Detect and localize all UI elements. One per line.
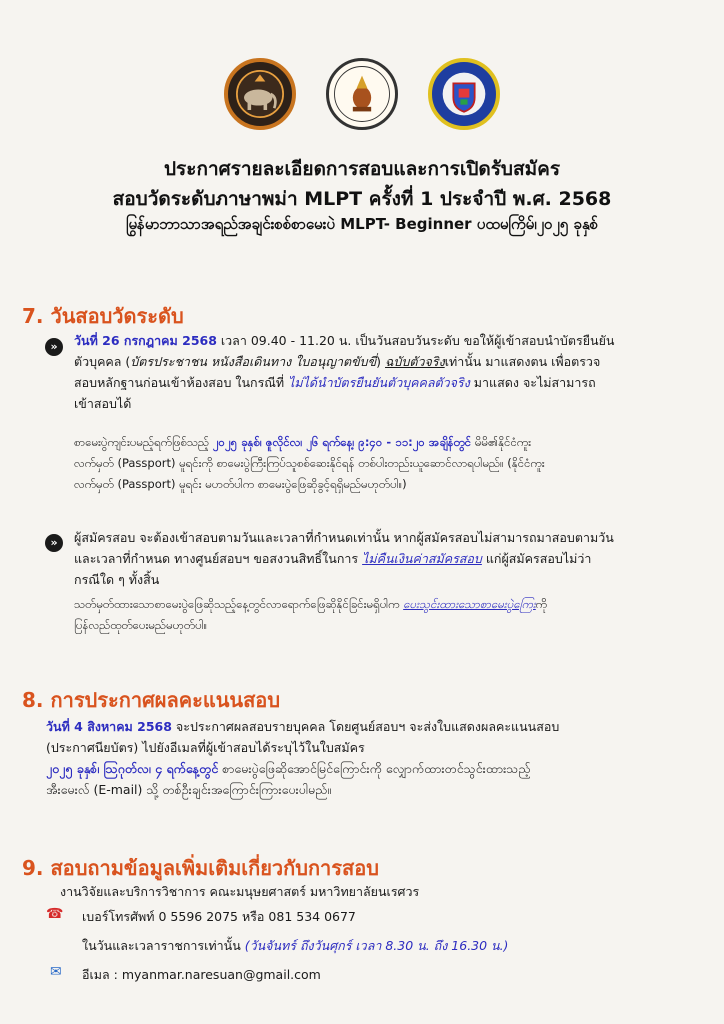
bullet-arrow-icon: » — [45, 338, 63, 356]
text-line: လက်မှတ် (Passport) မူရင်း မပာတ်ပါက စာမေးပွဲဖြေဆိုခွင့်ရရှိမည်မဟုတ်ပါ။) — [74, 477, 407, 491]
result-date-burmese: ၂၀၂၅ ခုနှစ်၊ ဩဂုတ်လ၊ ၄ ရက်နေ့တွင် — [46, 761, 219, 776]
title-line-3-burmese: မြန်မာဘာသာအရည်အချင်းစစ်စာမေးပွဲ MLPT- Beginner ပထမကြိမ်၊၂၀၂၅ ခုနှစ် — [125, 215, 599, 233]
title-line-1: ประกาศรายละเอียดการสอบและการเปิดรับสมัคร — [163, 158, 561, 180]
text-span: จะประกาศผลสอบรายบุคคล โดยศูนย์สอบฯ จะส่งใบแสดงผลคะแนนสอบ — [171, 719, 560, 734]
logo-row — [0, 58, 724, 130]
office-hours — [82, 935, 702, 956]
humanities-faculty-logo — [326, 58, 398, 130]
exam-date-burmese: ၂၀၂၅ ခုနှစ်၊ ဇူလိုင်လ၊ ၂၆ ရက်နေ့၊ ၉:၄၀ - ၁၁:၂၀ အချိန်တွင် — [212, 435, 472, 449]
section-8-heading: 8. การประกาศผลคะแนนสอบ — [22, 688, 281, 712]
text-span: ကို — [535, 597, 548, 611]
elephant-emblem-logo — [224, 58, 296, 130]
id-documents: บัตรประชาชน หนังสือเดินทาง ใบอนุญาตขับขี่ — [130, 354, 377, 369]
title-line-2: สอบวัดระดับภาษาพม่า MLPT ครั้งที่ 1 ประจำปี พ.ศ. 2568 — [112, 188, 612, 210]
original-copy-emphasis: ฉบับตัวจริง — [385, 354, 445, 369]
text-span: စာမေးပွဲကျင်းပမည့်ရက်ဖြစ်သည့် — [74, 435, 213, 449]
text-span: မိမိ၏နိုင်ငံကူး — [471, 435, 532, 449]
text-span: စာမေးပွဲဖြေဆိုအောင်မြင်ကြောင်းကို လျှောက်ထားတင်သွင်းထားသည့် — [218, 761, 531, 776]
result-date: วันที่ 4 สิงหาคม 2568 — [46, 719, 172, 734]
working-hours: (วันจันทร์ ถึงวันศุกร์ เวลา 8.30 น. ถึง 16.30 น.) — [244, 938, 509, 953]
no-refund-notice: ไม่คืนเงินค่าสมัครสอบ — [362, 551, 482, 566]
text-span: ตัวบุคคล ( — [74, 354, 131, 369]
text-span: เวลา 09.40 - 11.20 น. เป็นวันสอบวันระดับ ขอให้ผู้เข้าสอบนำบัตรยืนยัน — [216, 333, 615, 348]
email-address[interactable]: อีเมล : myanmar.naresuan@gmail.com — [82, 967, 321, 982]
telephone-icon: ☎ — [46, 906, 64, 922]
section-7-bullet-2 — [74, 527, 704, 590]
text-span: สอบหลักฐานก่อนเข้าห้องสอบ ในกรณีที่ — [74, 375, 289, 390]
text-line: เข้าสอบได้ — [74, 396, 132, 411]
section-9-heading: 9. สอบถามข้อมูลเพิ่มเติมเกี่ยวกับการสอบ — [22, 856, 379, 880]
blue-shield-logo — [428, 58, 500, 130]
section-7-heading: 7. วันสอบวัดระดับ — [22, 304, 184, 328]
text-line: (ประกาศนียบัตร) ไปยังอีเมลที่ผู้เข้าสอบได้ระบุไว้ในใบสมัคร — [46, 740, 365, 755]
text-line: ပြန်လည်ထုတ်ပေးမည်မဟုတ်ပါ။ — [74, 618, 208, 632]
office-name: งานวิจัยและบริการวิชาการ คณะมนุษยศาสตร์ มหาวิทยาลัยนเรศวร — [60, 884, 420, 899]
section-8-body — [46, 716, 706, 800]
section-7-bullet-1 — [74, 330, 704, 414]
text-line: အီးမေးလ် (E-mail) သို့ တစ်ဦးချင်းအကြောင်းကြားပေးပါမည်။ — [46, 782, 331, 797]
text-span: သတ်မှတ်ထားသောစာမေးပွဲဖြေဆိုသည့်နေ့တွင်လာရောက်ဖြေဆိုနိုင်ခြင်းမရှိပါက — [74, 597, 404, 611]
email-icon: ✉ — [50, 964, 62, 980]
text-line: ผู้สมัครสอบ จะต้องเข้าสอบตามวันและเวลาที่กำหนดเท่านั้น หากผู้สมัครสอบไม่สามารถมาสอบตามวัน — [74, 530, 614, 545]
text-line: လက်မှတ် (Passport) မူရင်းကို စာမေးပွဲကြီးကြပ်သူစစ်ဆေးနိုင်ရန် တစ်ပါးတည်းယူဆောင်လာရပါမည်။ (နိုင်ငံကူး — [74, 456, 545, 470]
exam-date: วันที่ 26 กรกฎาคม 2568 — [74, 333, 217, 348]
text-span: แก่ผู้สมัครสอบไม่ว่า — [481, 551, 592, 566]
section-7-bullet-1-burmese — [74, 432, 704, 495]
text-span: และเวลาที่กำหนด ทางศูนย์สอบฯ ขอสงวนสิทธิ์ในการ — [74, 551, 363, 566]
text-span: เท่านั้น มาแสดงตน เพื่อตรวจ — [444, 354, 601, 369]
bullet-arrow-icon: » — [45, 534, 63, 552]
no-refund-notice-burmese: ပေးသွင်းထားသောစာမေးပွဲကြေး — [403, 597, 536, 611]
text-span: ) — [376, 354, 386, 369]
text-span: มาแสดง จะไม่สามารถ — [469, 375, 596, 390]
phone-number: เบอร์โทรศัพท์ 0 5596 2075 หรือ 081 534 0677 — [82, 909, 356, 924]
text-span: ในวันและเวลาราชการเท่านั้น — [82, 938, 245, 953]
section-7-bullet-2-burmese — [74, 594, 704, 636]
no-id-warning: ไม่ได้นำบัตรยืนยันตัวบุคคลตัวจริง — [288, 375, 470, 390]
text-line: กรณีใด ๆ ทั้งสิ้น — [74, 572, 160, 587]
